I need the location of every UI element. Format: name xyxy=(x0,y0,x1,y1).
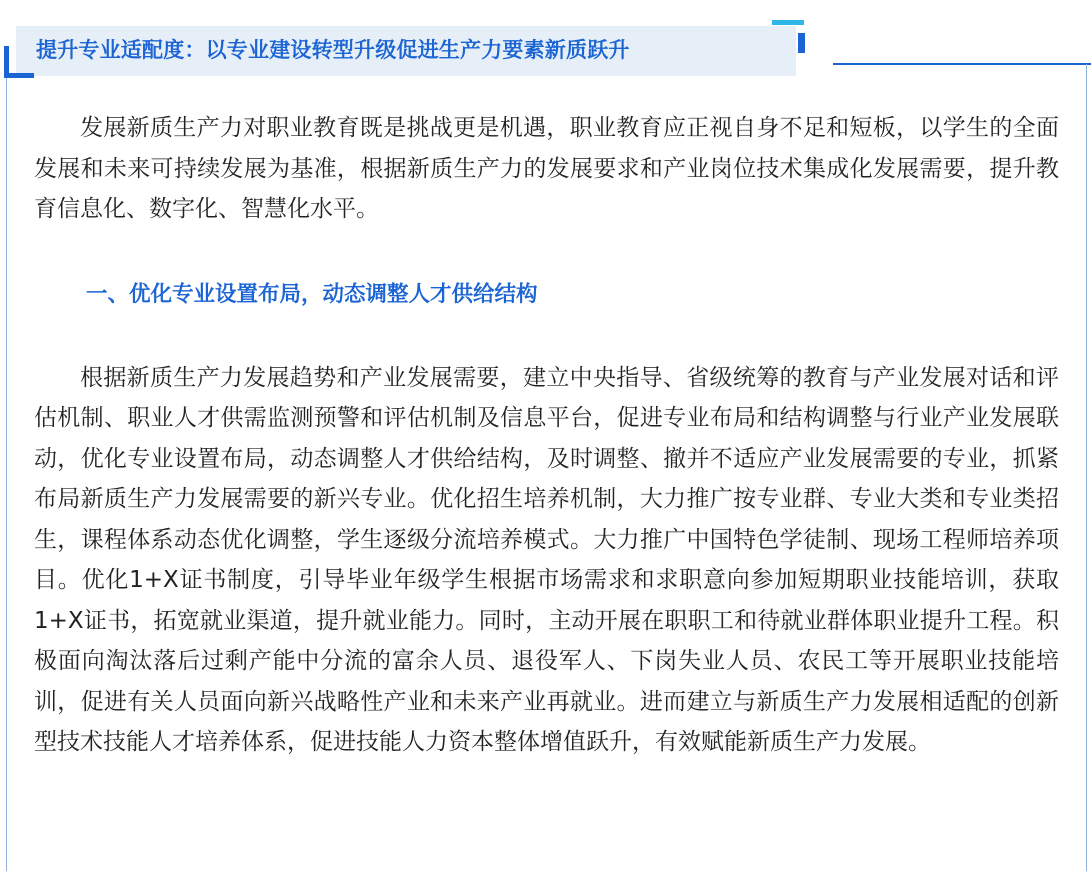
title-corner-decoration-right-top xyxy=(772,20,804,25)
article-body xyxy=(34,108,1059,763)
header-divider-line xyxy=(833,63,1091,65)
page-title: 提升专业适配度：以专业建设转型升级促进生产力要素新质跃升 xyxy=(36,38,630,62)
section-paragraph: 根据新质生产力发展趋势和产业发展需要，建立中央指导、省级统筹的教育与产业发展对话和评估机制、职业人才供需监测预警和评估机制及信息平台，促进专业布局和结构调整与行业产业发展联动，优化专业设置布局，动态调整人才供给结构，及时调整、撤并不适应产业发展需要的专业，抓紧布局新质生产力发展需要的新兴专业。优化招生培养机制，大力推广按专业群、专业大类和专业类招生，课程体系动态优化调整，学生逐级分流培养模式。大力推广中国特色学徒制、现场工程师培养项目。优化1+X证书制度，引导毕业年级学生根据市场需求和求职意向参加短期职业技能培训，获取1+X证书，拓宽就业渠道，提升就业能力。同时，主动开展在职职工和待就业群体职业提升工程。积极面向淘汰落后过剩产能中分流的富余人员、退役军人、下岗失业人员、农民工等开展职业技能培训，促进有关人员面向新兴战略性产业和未来产业再就业。进而建立与新质生产力发展相适配的创新型技术技能人才培养体系，促进技能人力资本整体增值跃升，有效赋能新质生产力发展。 xyxy=(34,364,1059,755)
title-corner-decoration-left-foot xyxy=(4,73,34,78)
frame-border-right xyxy=(1086,64,1087,871)
intro-paragraph: 发展新质生产力对职业教育既是挑战更是机遇，职业教育应正视自身不足和短板，以学生的全面发展和未来可持续发展为基准，根据新质生产力的发展要求和产业岗位技术集成化发展需要，提升教育信息化、数字化、智慧化水平。 xyxy=(34,115,1059,222)
title-corner-decoration-right xyxy=(798,33,805,53)
section-heading: 一、优化专业设置布局，动态调整人才供给结构 xyxy=(86,281,538,307)
frame-border-left xyxy=(6,78,7,871)
article-header xyxy=(0,0,1091,90)
